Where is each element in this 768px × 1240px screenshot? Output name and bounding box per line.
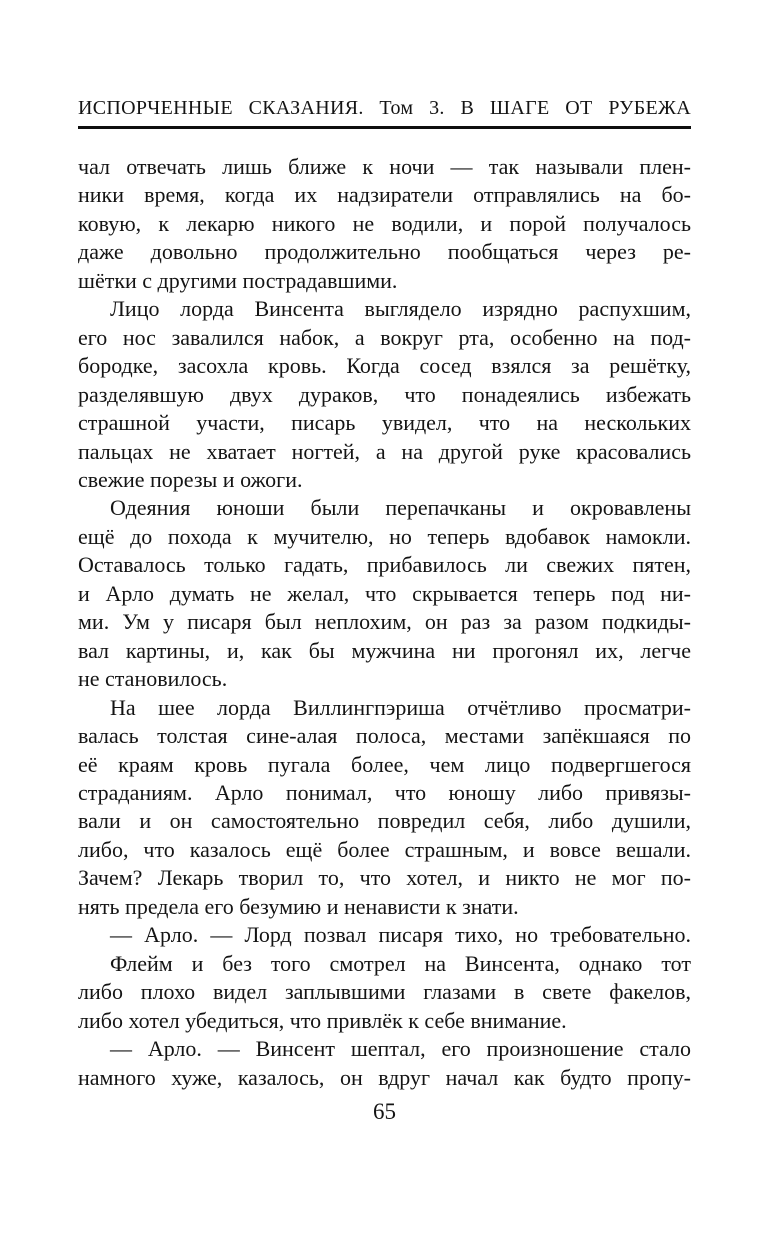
text-line: Одеяния юноши были перепачканы и окровавлены — [110, 495, 691, 521]
text-line: разделявшую двух дураков, что понадеялись избежать — [78, 381, 691, 407]
text-line: Зачем? Лекарь творил то, что хотел, и никто не мог по- — [78, 865, 691, 891]
paragraph — [78, 494, 691, 693]
header-rule — [78, 126, 691, 129]
text-line: На шее лорда Виллингпэриша отчётливо просматри- — [110, 694, 691, 720]
text-line: Оставалось только гадать, прибавилось ли свежих пятен, — [78, 552, 691, 578]
text-line: не становилось. — [78, 666, 228, 692]
text-line: и Арло думать не желал, что скрывается теперь под ни- — [78, 580, 691, 606]
text-line: — Арло. — Лорд позвал писаря тихо, но требовательно. — [110, 922, 691, 948]
paragraph — [78, 295, 691, 494]
text-line: валась толстая сине-алая полоса, местами запёкшаяся по — [78, 723, 691, 749]
text-line: шётки с другими пострадавшими. — [78, 267, 398, 293]
text-line: либо хотел убедиться, что привлёк к себе внимание. — [78, 1007, 567, 1033]
text-line: её краям кровь пугала более, чем лицо подвергшегося — [78, 751, 691, 777]
text-line: ещё до похода к мучителю, но теперь вдобавок намокли. — [78, 523, 691, 549]
text-line: нять предела его безумию и ненависти к знати. — [78, 893, 519, 919]
text-line: даже довольно продолжительно пообщаться через ре- — [78, 239, 691, 265]
text-line: либо, что казалось ещё более страшным, и вовсе вешали. — [78, 836, 691, 862]
text-line: ковую, к лекарю никого не водили, и порой получалось — [78, 210, 691, 236]
text-line: Флейм и без того смотрел на Винсента, однако тот — [110, 950, 691, 976]
text-line: бородке, засохла кровь. Когда сосед взялся за решётку, — [78, 353, 691, 379]
text-line: чал отвечать лишь ближе к ночи — так называли плен- — [78, 154, 691, 179]
paragraph — [78, 950, 691, 1035]
running-header: ИСПОРЧЕННЫЕ СКАЗАНИЯ. Том 3. В ШАГЕ ОТ РУБЕЖА — [78, 97, 691, 119]
text-line: страданиям. Арло понимал, что юношу либо привязы- — [78, 779, 691, 805]
text-line: намного хуже, казалось, он вдруг начал как будто пропу- — [78, 1064, 691, 1090]
paragraph — [78, 153, 691, 295]
text-line: пальцах не хватает ногтей, а на другой руке красовались — [78, 438, 691, 464]
text-line: вал картины, и, как бы мужчина ни прогонял их, легче — [78, 637, 691, 663]
paragraph — [78, 1035, 691, 1092]
text-line: вали и он самостоятельно повредил себя, либо душили, — [78, 808, 691, 834]
paragraph — [78, 921, 691, 949]
page-text — [78, 153, 691, 1092]
text-line: ми. Ум у писаря был неплохим, он раз за разом подкиды- — [78, 609, 691, 635]
text-line: его нос завалился набок, а вокруг рта, особенно на под- — [78, 324, 691, 350]
text-line: ники время, когда их надзиратели отправлялись на бо- — [78, 182, 691, 208]
text-line: свежие порезы и ожоги. — [78, 466, 303, 492]
paragraph — [78, 694, 691, 922]
text-line: — Арло. — Винсент шептал, его произношение стало — [110, 1036, 691, 1062]
text-line: страшной участи, писарь увидел, что на нескольких — [78, 410, 691, 436]
text-line: либо плохо видел заплывшими глазами в свете факелов, — [78, 979, 691, 1005]
text-line: Лицо лорда Винсента выглядело изрядно распухшим, — [110, 296, 691, 322]
page-number: 65 — [373, 1099, 396, 1124]
